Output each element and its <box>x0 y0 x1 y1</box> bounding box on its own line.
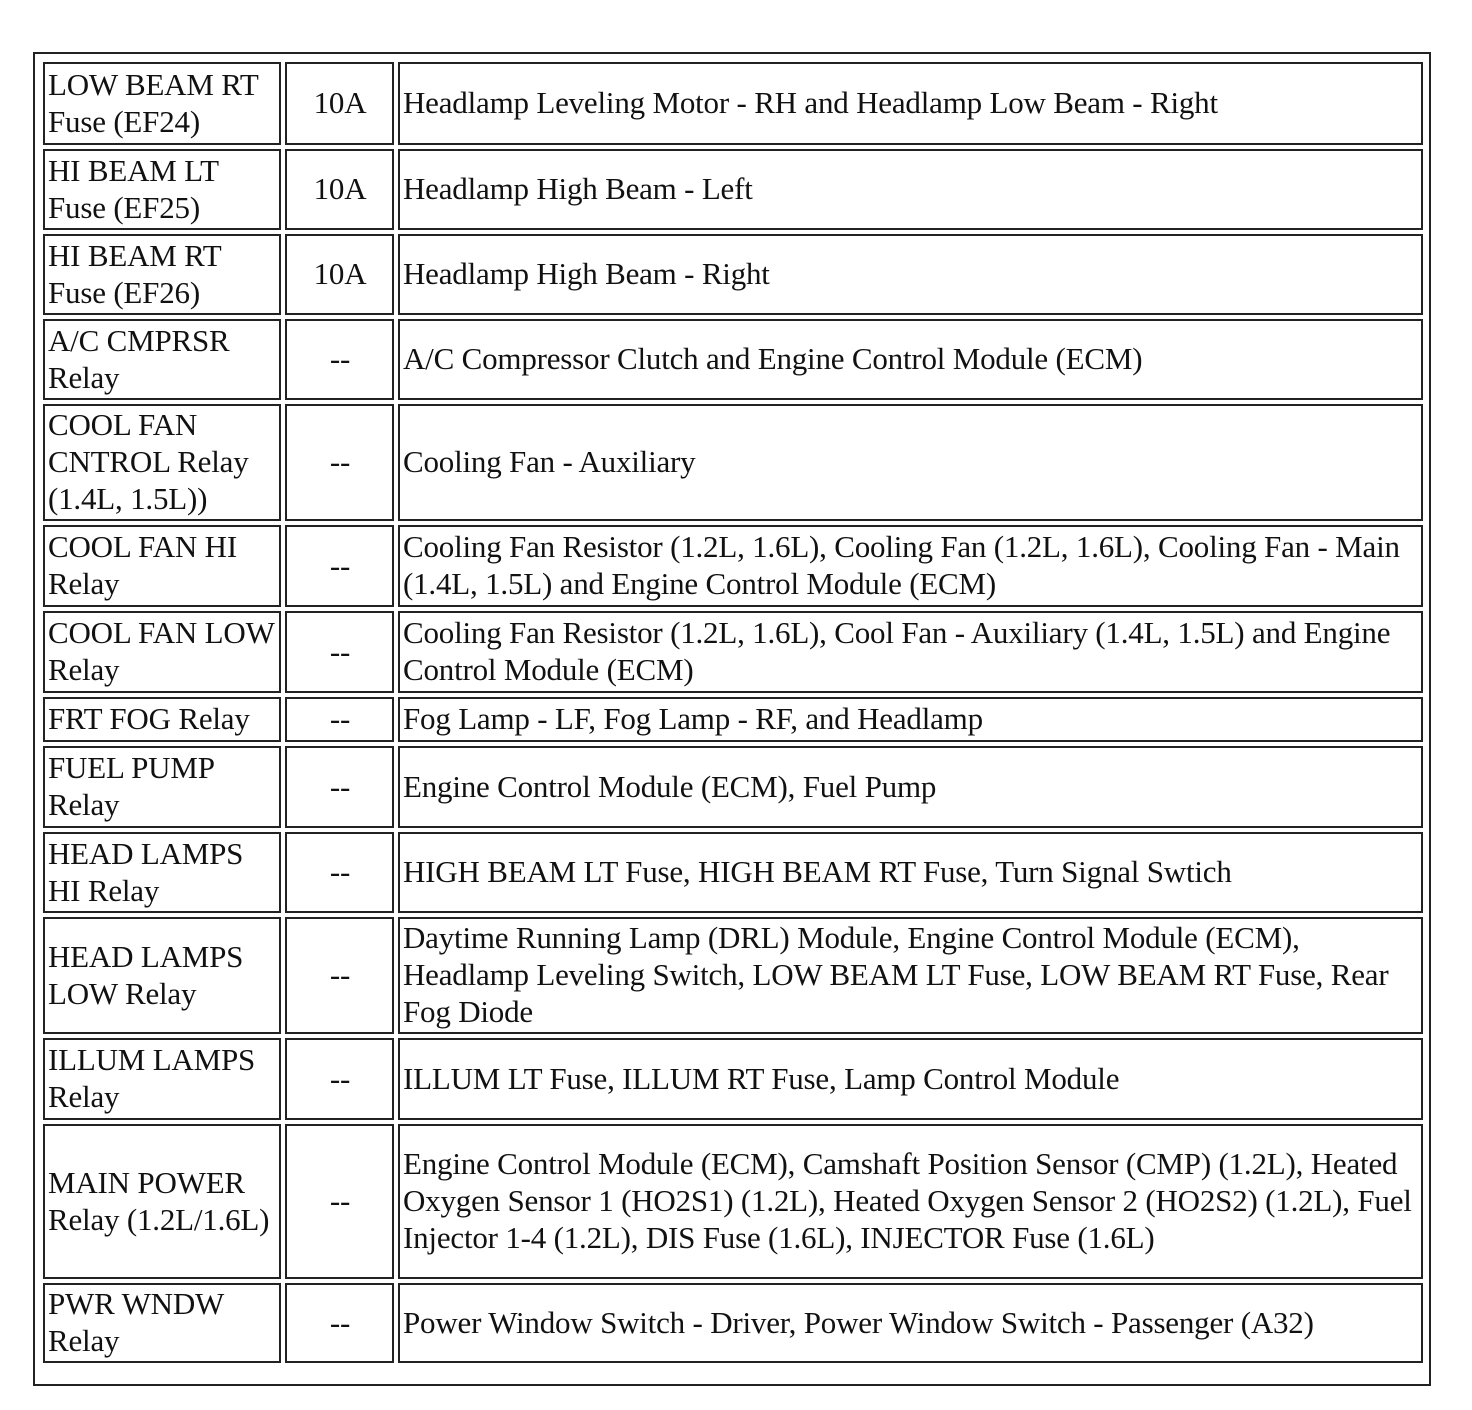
rating-cell: -- <box>285 697 394 742</box>
rating-cell: -- <box>285 319 394 400</box>
description-cell: ILLUM LT Fuse, ILLUM RT Fuse, Lamp Control Module <box>398 1038 1423 1120</box>
relay-name-cell: ILLUM LAMPS Relay <box>43 1038 281 1120</box>
relay-name-cell: MAIN POWER Relay (1.2L/1.6L) <box>43 1124 281 1279</box>
table-row <box>43 1283 1423 1363</box>
fuse-name-cell: HI BEAM LT Fuse (EF25) <box>43 149 281 230</box>
fuse-name-cell: HI BEAM RT Fuse (EF26) <box>43 234 281 315</box>
description-cell: Cooling Fan - Auxiliary <box>398 404 1423 521</box>
fuse-name-cell: LOW BEAM RT Fuse (EF24) <box>43 62 281 145</box>
description-cell: Cooling Fan Resistor (1.2L, 1.6L), Cool Fan - Auxiliary (1.4L, 1.5L) and Engine Control Module (ECM) <box>398 611 1423 693</box>
rating-cell: -- <box>285 917 394 1034</box>
relay-name-cell: A/C CMPRSR Relay <box>43 319 281 400</box>
relay-name-cell: COOL FAN CNTROL Relay (1.4L, 1.5L)) <box>43 404 281 521</box>
table-row <box>43 1038 1423 1120</box>
description-cell: Fog Lamp - LF, Fog Lamp - RF, and Headlamp <box>398 697 1423 742</box>
relay-name-cell: FUEL PUMP Relay <box>43 746 281 828</box>
description-cell: HIGH BEAM LT Fuse, HIGH BEAM RT Fuse, Turn Signal Swtich <box>398 832 1423 913</box>
table-row <box>43 149 1423 230</box>
rating-cell: -- <box>285 746 394 828</box>
table-row <box>43 611 1423 693</box>
description-cell: Cooling Fan Resistor (1.2L, 1.6L), Cooling Fan (1.2L, 1.6L), Cooling Fan - Main (1.4L, 1.5L) and Engine Control Module (ECM) <box>398 525 1423 607</box>
table-row <box>43 234 1423 315</box>
relay-name-cell: COOL FAN LOW Relay <box>43 611 281 693</box>
rating-cell: -- <box>285 832 394 913</box>
table-row <box>43 319 1423 400</box>
description-cell: A/C Compressor Clutch and Engine Control Module (ECM) <box>398 319 1423 400</box>
description-cell: Power Window Switch - Driver, Power Window Switch - Passenger (A32) <box>398 1283 1423 1363</box>
table-row <box>43 832 1423 913</box>
table-row <box>43 404 1423 521</box>
rating-cell: -- <box>285 1124 394 1279</box>
fuse-relay-table <box>39 58 1427 1367</box>
description-cell: Headlamp High Beam - Right <box>398 234 1423 315</box>
table-row <box>43 697 1423 742</box>
relay-name-cell: HEAD LAMPS HI Relay <box>43 832 281 913</box>
description-cell: Engine Control Module (ECM), Fuel Pump <box>398 746 1423 828</box>
relay-name-cell: PWR WNDW Relay <box>43 1283 281 1363</box>
rating-cell: -- <box>285 525 394 607</box>
table-row <box>43 917 1423 1034</box>
relay-name-cell: COOL FAN HI Relay <box>43 525 281 607</box>
description-cell: Daytime Running Lamp (DRL) Module, Engine Control Module (ECM), Headlamp Leveling Switch, LOW BEAM LT Fuse, LOW BEAM RT Fuse, Rear Fog Diode <box>398 917 1423 1034</box>
fuse-table-container <box>33 52 1431 1386</box>
rating-cell: 10A <box>285 149 394 230</box>
rating-cell: -- <box>285 1283 394 1363</box>
description-cell: Engine Control Module (ECM), Camshaft Position Sensor (CMP) (1.2L), Heated Oxygen Sensor 1 (HO2S1) (1.2L), Heated Oxygen Sensor 2 (HO2S2) (1.2L), Fuel Injector 1-4 (1.2L), DIS Fuse (1.6L), INJECTOR Fuse (1.6L) <box>398 1124 1423 1279</box>
table-row <box>43 1124 1423 1279</box>
description-cell: Headlamp Leveling Motor - RH and Headlamp Low Beam - Right <box>398 62 1423 145</box>
rating-cell: -- <box>285 404 394 521</box>
rating-cell: -- <box>285 1038 394 1120</box>
rating-cell: 10A <box>285 62 394 145</box>
table-row <box>43 62 1423 145</box>
description-cell: Headlamp High Beam - Left <box>398 149 1423 230</box>
relay-name-cell: FRT FOG Relay <box>43 697 281 742</box>
rating-cell: -- <box>285 611 394 693</box>
table-row <box>43 525 1423 607</box>
table-row <box>43 746 1423 828</box>
relay-name-cell: HEAD LAMPS LOW Relay <box>43 917 281 1034</box>
rating-cell: 10A <box>285 234 394 315</box>
